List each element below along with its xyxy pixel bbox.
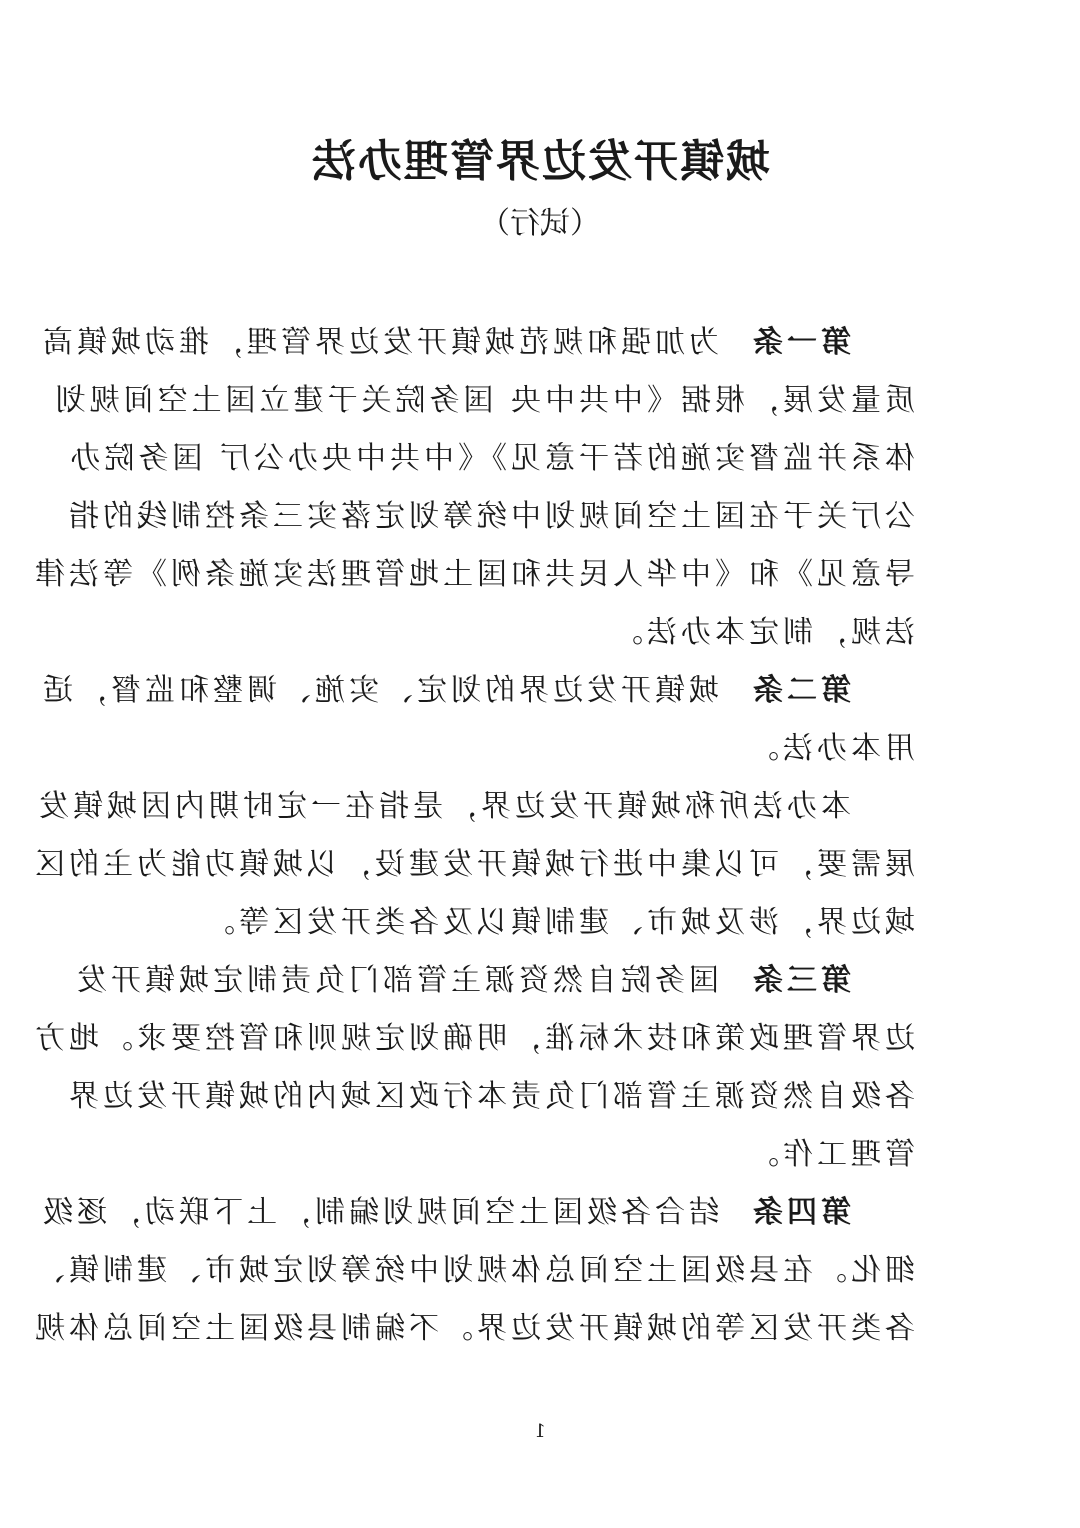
line-text: 本办法所称城镇开发边界，是指在一定时期内因城镇发	[35, 789, 851, 824]
text-line	[165, 720, 915, 778]
line-text: 各级自然资源主管部门负责本行政区域内的城镇开发边界	[65, 1079, 915, 1114]
line-text: 展需要，可以集中进行城镇开发建设，以城镇功能为主的区	[31, 847, 915, 882]
line-text: 质量发展，根据《中共中央 国务院关于建立国土空间规划	[51, 383, 915, 418]
article-label: 第四条	[749, 1195, 851, 1230]
line-text: 边界管理政策和技术标准，明确划定规则和管控要求。地方	[31, 1021, 915, 1056]
document-title: 城镇开发边界管理办法	[310, 136, 770, 187]
document-body	[31, 314, 915, 1358]
line-text: 各类开发区等的城镇开发边界。不编制县级国土空间总体规	[31, 1311, 915, 1346]
line-text: 管理工作。	[745, 1137, 915, 1172]
text-line	[31, 836, 915, 894]
document-subtitle: （试行）	[480, 206, 600, 241]
line-text: 国务院自然资源主管部门负责制定城镇开发	[73, 963, 719, 998]
text-line	[65, 1068, 915, 1126]
text-line	[39, 314, 915, 372]
text-line	[73, 952, 915, 1010]
text-line	[35, 778, 915, 836]
article-label: 第三条	[749, 963, 851, 998]
line-text: 域边界，涉及城市、建制镇以及各类开发区等。	[201, 905, 915, 940]
text-line	[66, 430, 915, 488]
text-line	[31, 1300, 915, 1358]
article-label: 第一条	[749, 325, 851, 360]
line-text: 结合各级国土空间规划编制，上下联动，逐级	[39, 1195, 719, 1230]
line-text: 为加强和规范城镇开发边界管理，推动城镇高	[39, 325, 719, 360]
page-number: 1	[534, 1421, 546, 1442]
article-label: 第二条	[749, 673, 851, 708]
line-text: 城镇开发边界的划定、实施、调整和监督，适	[39, 673, 719, 708]
line-text: 体系并监督实施的若干意见》《中共中央办公厅 国务院办	[66, 441, 915, 476]
text-line	[31, 1010, 915, 1068]
text-line	[65, 488, 915, 546]
text-line	[31, 546, 915, 604]
text-line	[165, 1126, 915, 1184]
text-line	[165, 894, 915, 952]
line-text: 法规，制定本办法。	[609, 615, 915, 650]
text-line	[51, 372, 915, 430]
text-line	[39, 662, 915, 720]
line-text: 导意见》和《中华人民共和国土地管理法实施条例》等法律	[31, 557, 915, 592]
text-line	[31, 1242, 915, 1300]
line-text: 细化。在县级国土空间总体规划中统筹划定城市、建制镇、	[31, 1253, 915, 1288]
line-text: 用本办法。	[745, 731, 915, 766]
text-line	[165, 604, 915, 662]
text-line	[39, 1184, 915, 1242]
line-text: 公厅关于在国土空间规划中统筹划定落实三条控制线的指	[65, 499, 915, 534]
